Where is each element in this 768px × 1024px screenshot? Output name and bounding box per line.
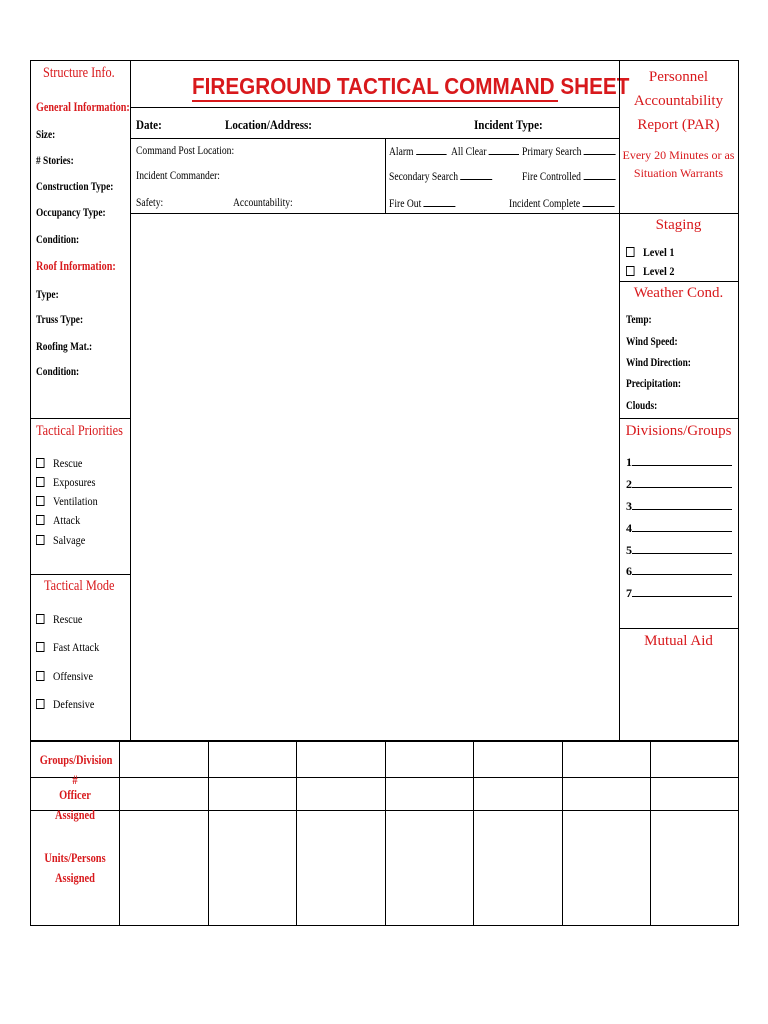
checkbox-icon bbox=[36, 458, 45, 468]
division-line-5[interactable]: 5 bbox=[626, 542, 732, 558]
wind-speed-label: Wind Speed: bbox=[626, 334, 678, 348]
size-label: Size: bbox=[36, 127, 56, 141]
roof-condition-label: Condition: bbox=[36, 364, 80, 378]
par-note: Every 20 Minutes or as Situation Warrants bbox=[622, 148, 735, 180]
truss-type-label: Truss Type: bbox=[36, 312, 84, 326]
secondary-search-field: Secondary Search bbox=[389, 168, 492, 184]
checkbox-icon bbox=[626, 266, 635, 276]
title-row-border bbox=[130, 107, 619, 108]
groups-division-label: Groups/Division # bbox=[39, 752, 113, 787]
weather-border bbox=[619, 418, 738, 419]
staging-level-1[interactable]: Level 1 bbox=[626, 245, 674, 260]
command-sheet bbox=[30, 60, 739, 926]
division-line-3[interactable]: 3 bbox=[626, 498, 732, 514]
accountability-label: Accountability: bbox=[233, 195, 293, 209]
staging-border bbox=[619, 281, 738, 282]
division-line-1[interactable]: 1 bbox=[626, 454, 732, 470]
staging-level-2[interactable]: Level 2 bbox=[626, 264, 674, 279]
general-info-heading: General Information: bbox=[36, 99, 130, 114]
table-col-divider bbox=[650, 740, 651, 925]
benchmark-divider bbox=[385, 138, 386, 213]
roof-type-label: Type: bbox=[36, 287, 59, 301]
checkbox-icon bbox=[626, 247, 635, 257]
condition-label: Condition: bbox=[36, 232, 80, 246]
weather-heading: Weather Cond. bbox=[633, 285, 724, 301]
table-col-divider bbox=[119, 740, 120, 925]
roofing-mat-label: Roofing Mat.: bbox=[36, 339, 93, 353]
mode-fast-attack[interactable]: Fast Attack bbox=[36, 640, 99, 655]
table-col-divider bbox=[208, 740, 209, 925]
division-line-4[interactable]: 4 bbox=[626, 520, 732, 536]
primary-search-field: Primary Search bbox=[522, 143, 616, 159]
all-clear-field: All Clear bbox=[451, 143, 519, 159]
checkbox-icon bbox=[36, 642, 45, 652]
units-assigned-label: Units/Persons Assigned bbox=[44, 850, 106, 885]
mode-defensive[interactable]: Defensive bbox=[36, 697, 94, 712]
location-label: Location/Address: bbox=[225, 117, 312, 132]
left-column-divider bbox=[130, 61, 131, 740]
mutual-aid-heading: Mutual Aid bbox=[644, 633, 713, 649]
priorities-border bbox=[31, 574, 130, 575]
staging-heading: Staging bbox=[655, 217, 702, 233]
par-heading: Personnel Accountability Report (PAR) bbox=[633, 69, 724, 133]
tactical-priorities-heading: Tactical Priorities bbox=[36, 423, 123, 439]
clouds-label: Clouds: bbox=[626, 398, 658, 412]
mode-rescue[interactable]: Rescue bbox=[36, 612, 82, 627]
divisions-border bbox=[619, 628, 738, 629]
priority-attack[interactable]: Attack bbox=[36, 513, 80, 528]
command-post-label: Command Post Location: bbox=[136, 143, 235, 157]
table-col-divider bbox=[385, 740, 386, 925]
incident-type-label: Incident Type: bbox=[474, 117, 543, 132]
alarm-field: Alarm bbox=[389, 143, 446, 159]
mode-offensive[interactable]: Offensive bbox=[36, 669, 93, 684]
table-col-divider bbox=[473, 740, 474, 925]
benchmark-row-border bbox=[130, 213, 619, 214]
checkbox-icon bbox=[36, 515, 45, 525]
structure-heading: Structure Info. bbox=[43, 65, 115, 81]
incident-complete-field: Incident Complete bbox=[509, 195, 615, 211]
checkbox-icon bbox=[36, 614, 45, 624]
division-line-7[interactable]: 7 bbox=[626, 585, 732, 601]
priority-exposures[interactable]: Exposures bbox=[36, 475, 96, 490]
par-border bbox=[619, 213, 738, 214]
structure-border bbox=[31, 418, 130, 419]
sheet-title: FIREGROUND TACTICAL COMMAND SHEET bbox=[192, 73, 630, 99]
checkbox-icon bbox=[36, 496, 45, 506]
occupancy-type-label: Occupancy Type: bbox=[36, 205, 106, 219]
date-label: Date: bbox=[136, 117, 162, 132]
stories-label: # Stories: bbox=[36, 153, 74, 167]
wind-direction-label: Wind Direction: bbox=[626, 355, 691, 369]
division-line-2[interactable]: 2 bbox=[626, 476, 732, 492]
divisions-heading: Divisions/Groups bbox=[625, 423, 732, 439]
checkbox-icon bbox=[36, 477, 45, 487]
safety-label: Safety: bbox=[136, 195, 164, 209]
fire-controlled-field: Fire Controlled bbox=[522, 168, 615, 184]
incident-commander-label: Incident Commander: bbox=[136, 168, 220, 182]
division-line-6[interactable]: 6 bbox=[626, 563, 732, 579]
checkbox-icon bbox=[36, 535, 45, 545]
priority-rescue[interactable]: Rescue bbox=[36, 456, 82, 471]
construction-type-label: Construction Type: bbox=[36, 179, 114, 193]
precipitation-label: Precipitation: bbox=[626, 376, 681, 390]
table-col-divider bbox=[296, 740, 297, 925]
title-underline bbox=[192, 100, 558, 102]
officer-assigned-label: Officer Assigned bbox=[55, 787, 95, 822]
date-row-border bbox=[130, 138, 619, 139]
priority-ventilation[interactable]: Ventilation bbox=[36, 494, 98, 509]
priority-salvage[interactable]: Salvage bbox=[36, 533, 85, 548]
temp-label: Temp: bbox=[626, 312, 652, 326]
fire-out-field: Fire Out bbox=[389, 195, 456, 211]
table-col-divider bbox=[562, 740, 563, 925]
tactical-mode-heading: Tactical Mode bbox=[44, 578, 115, 594]
checkbox-icon bbox=[36, 699, 45, 709]
checkbox-icon bbox=[36, 671, 45, 681]
roof-info-heading: Roof Information: bbox=[36, 258, 116, 273]
